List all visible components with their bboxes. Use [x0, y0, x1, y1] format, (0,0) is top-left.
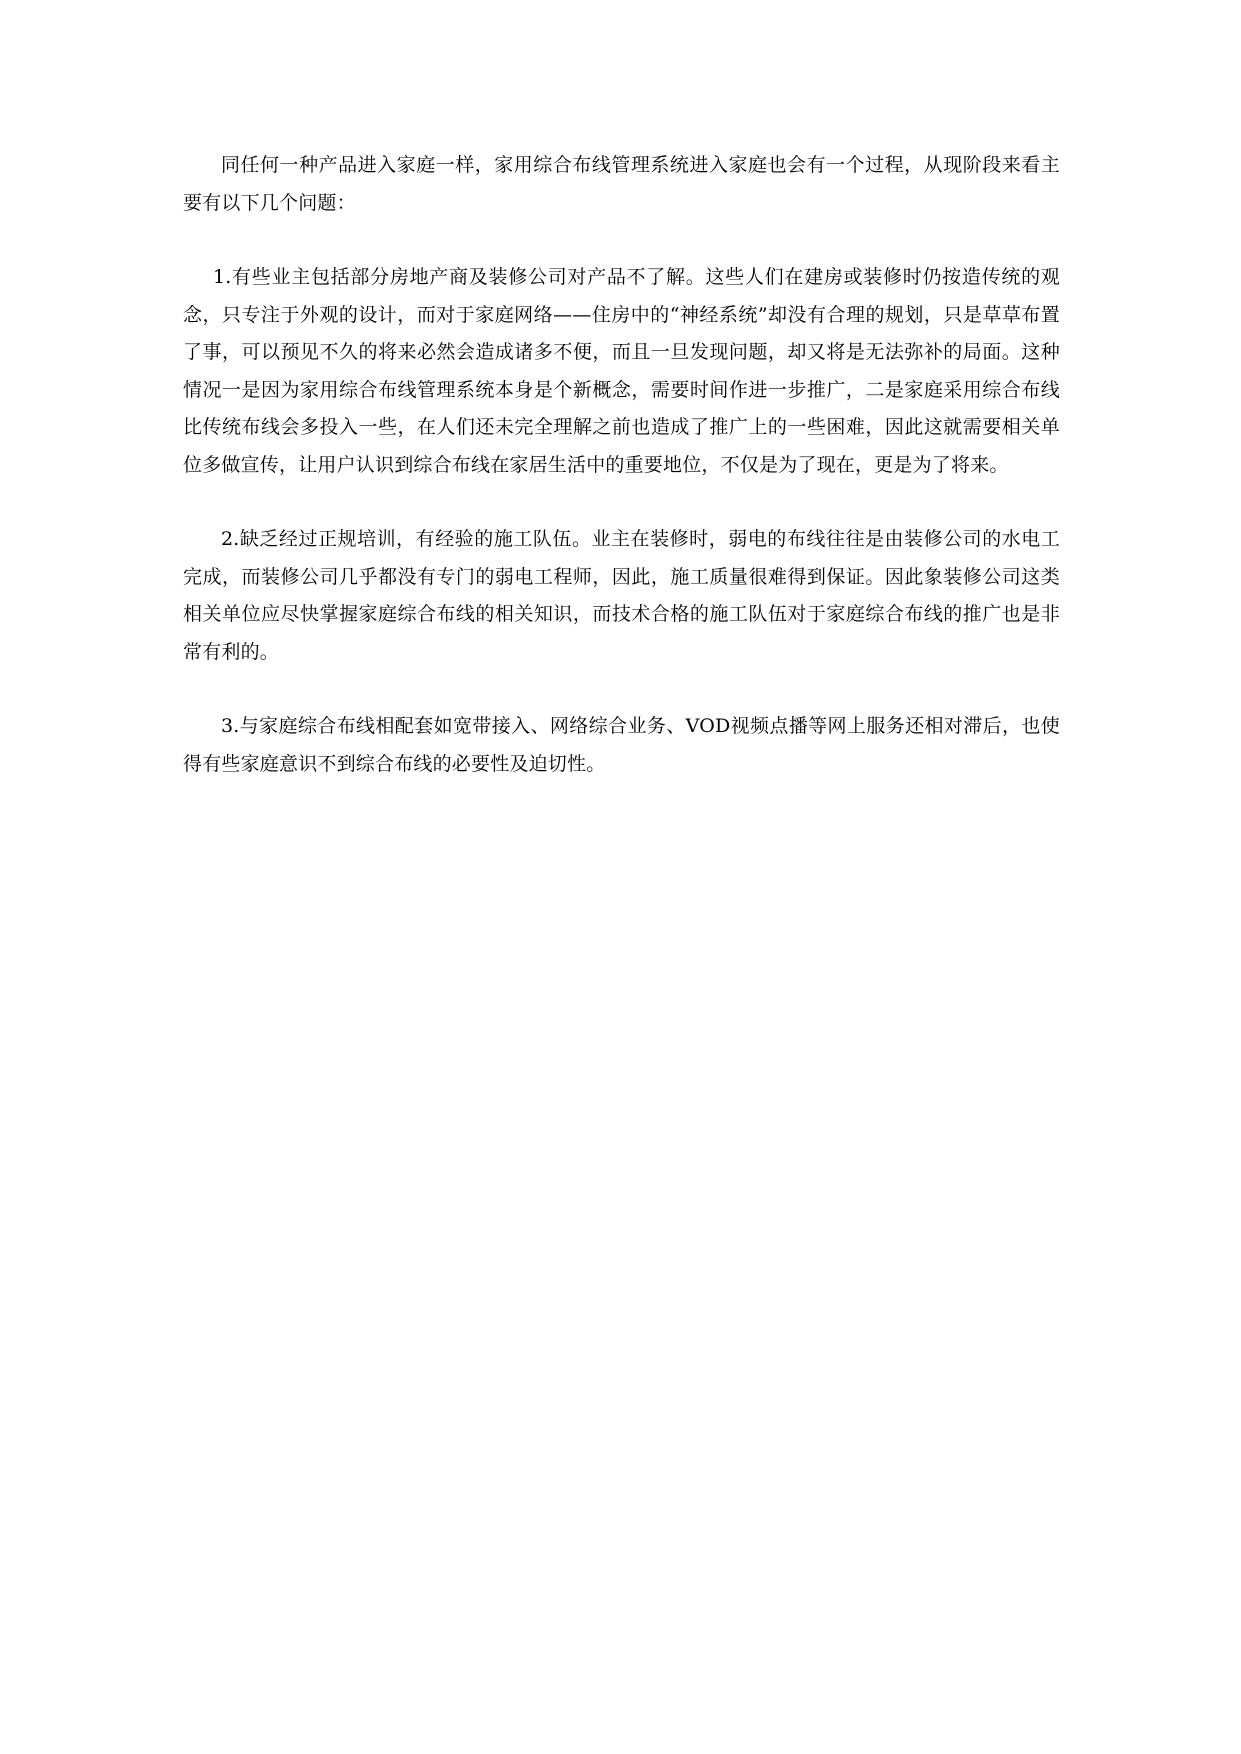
list-item-2-paragraph: 2.缺乏经过正规培训，有经验的施工队伍。业主在装修时，弱电的布线往往是由装修公司的水电工完成，而装修公司几乎都没有专门的弱电工程师，因此，施工质量很难得到保证。因此象装修公司这类相关单位应尽快掌握家庭综合布线的相关知识，而技术合格的施工队伍对于家庭综合布线的推广也是非常有利的。: [183, 528, 1060, 663]
paragraph-spacer: [183, 222, 1060, 259]
document-page: [183, 147, 1060, 783]
paragraph-spacer: [183, 484, 1060, 521]
paragraph-spacer: [183, 671, 1060, 708]
list-item-3-paragraph: 3.与家庭综合布线相配套如宽带接入、网络综合业务、VOD视频点播等网上服务还相对滞后，也使得有些家庭意识不到综合布线的必要性及迫切性。: [183, 715, 1060, 775]
intro-paragraph: 同任何一种产品进入家庭一样，家用综合布线管理系统进入家庭也会有一个过程，从现阶段来看主要有以下几个问题：: [183, 154, 1060, 214]
list-item-1-paragraph: 1.有些业主包括部分房地产商及装修公司对产品不了解。这些人们在建房或装修时仍按造传统的观念，只专注于外观的设计，而对于家庭网络——住房中的“神经系统”却没有合理的规划，只是草草布置了事，可以预见不久的将来必然会造成诸多不便，而且一旦发现问题，却又将是无法弥补的局面。这种情况一是因为家用综合布线管理系统本身是个新概念，需要时间作进一步推广，二是家庭采用综合布线比传统布线会多投入一些，在人们还未完全理解之前也造成了推广上的一些困难，因此这就需要相关单位多做宣传，让用户认识到综合布线在家居生活中的重要地位，不仅是为了现在，更是为了将来。: [183, 266, 1060, 476]
